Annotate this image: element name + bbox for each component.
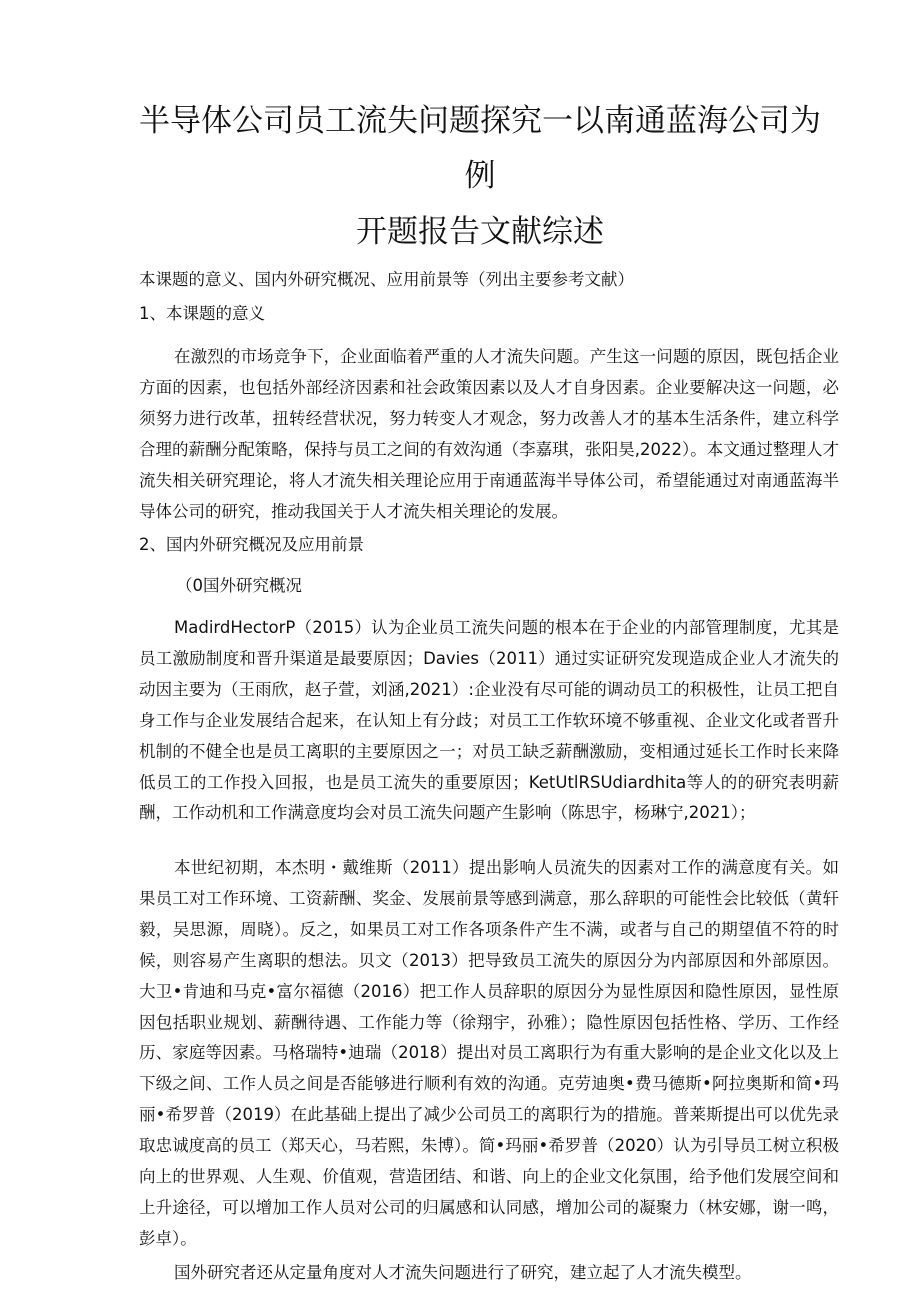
paragraph-foreign-research: MadirdHectorP（2015）认为企业员工流失问题的根本在于企业的内部管理制度，尤其是员工激励制度和晋升渠道是最要原因；Davies（2011）通过实证研究发现造成企业人才流失的动因主要为（王雨欣，赵子萱，刘涵,2021）:企业没有尽可能的调动员工的积极性，让员工把自身工作与企业发展结合起来，在认知上有分歧；对员工工作软环境不够重视、企业文化或者晋升机制的不健全也是员工离职的主要原因之一；对员工缺乏薪酬激励，变相通过延长工作时长来降低员工的工作投入回报，也是员工流失的重要原因；KetUtlRSUdiardhita等人的的研究表明薪酬，工作动机和工作满意度均会对员工流失问题产生影响（陈思宇，杨琳宁,2021）； [139,618,839,823]
intro-heading: 本课题的意义、国内外研究概况、应用前景等（列出主要参考文献） [139,270,634,289]
title-line-1: 半导体公司员工流失问题探究一以南通蓝海公司为 [139,103,821,139]
paragraph-early-century: 本世纪初期，本杰明・戴维斯（2011）提出影响人员流失的因素对工作的满意度有关。如果员工对工作环境、工资薪酬、奖金、发展前景等感到满意，那么辞职的可能性会比较低（黄轩毅，吴思源，周晓）。反之，如果员工对工作各项条件产生不满，或者与自己的期望值不符的时候，则容易产生离职的想法。贝文（2013）把导致员工流失的原因分为内部原因和外部原因。大卫•肯迪和马克•富尔福德（2016）把工作人员辞职的原因分为显性原因和隐性原因，显性原因包括职业规划、薪酬待遇、工作能力等（徐翔宇，孙雅）；隐性原因包括性格、学历、工作经历、家庭等因素。马格瑞特•迪瑞（2018）提出对员工离职行为有重大影响的是企业文化以及上下级之间、工作人员之间是否能够进行顺利有效的沟通。克劳迪奥•费马德斯•阿拉奥斯和简•玛丽•希罗普（2019）在此基础上提出了减少公司员工的离职行为的措施。普莱斯提出可以优先录取忠诚度高的员工（郑天心，马若熙，朱博）。简•玛丽•希罗普（2020）认为引导员工树立积极向上的世界观、人生观、价值观，营造团结、和谐、向上的企业文化氛围，给予他们发展空间和上升途径，可以增加工作人员对公司的归属感和认同感，增加公司的凝聚力（林安娜，谢一鸣，彭卓）。 [139,858,839,1248]
subsection-heading: （0国外研究概况 [176,576,302,595]
paragraph-quantitative: 国外研究者还从定量角度对人才流失问题进行了研究，建立起了人才流失模型。 [174,1263,752,1282]
title-line-2: 例 [464,158,496,194]
subtitle: 开题报告文献综述 [356,214,604,250]
section-1-heading: 1、本课题的意义 [139,304,265,323]
section-2-heading: 2、国内外研究概况及应用前景 [139,535,364,554]
section-1-paragraph: 在激烈的市场竞争下，企业面临着严重的人才流失问题。产生这一问题的原因，既包括企业方面的因素，也包括外部经济因素和社会政策因素以及人才自身因素。企业要解决这一问题，必须努力进行改革，扭转经营状况，努力转变人才观念，努力改善人才的基本生活条件，建立科学合理的薪酬分配策略，保持与员工之间的有效沟通（李嘉琪，张阳昊,2022）。本文通过整理人才流失相关研究理论，将人才流失相关理论应用于南通蓝海半导体公司，希望能通过对南通蓝海半导体公司的研究，推动我国关于人才流失相关理论的发展。 [139,347,839,521]
